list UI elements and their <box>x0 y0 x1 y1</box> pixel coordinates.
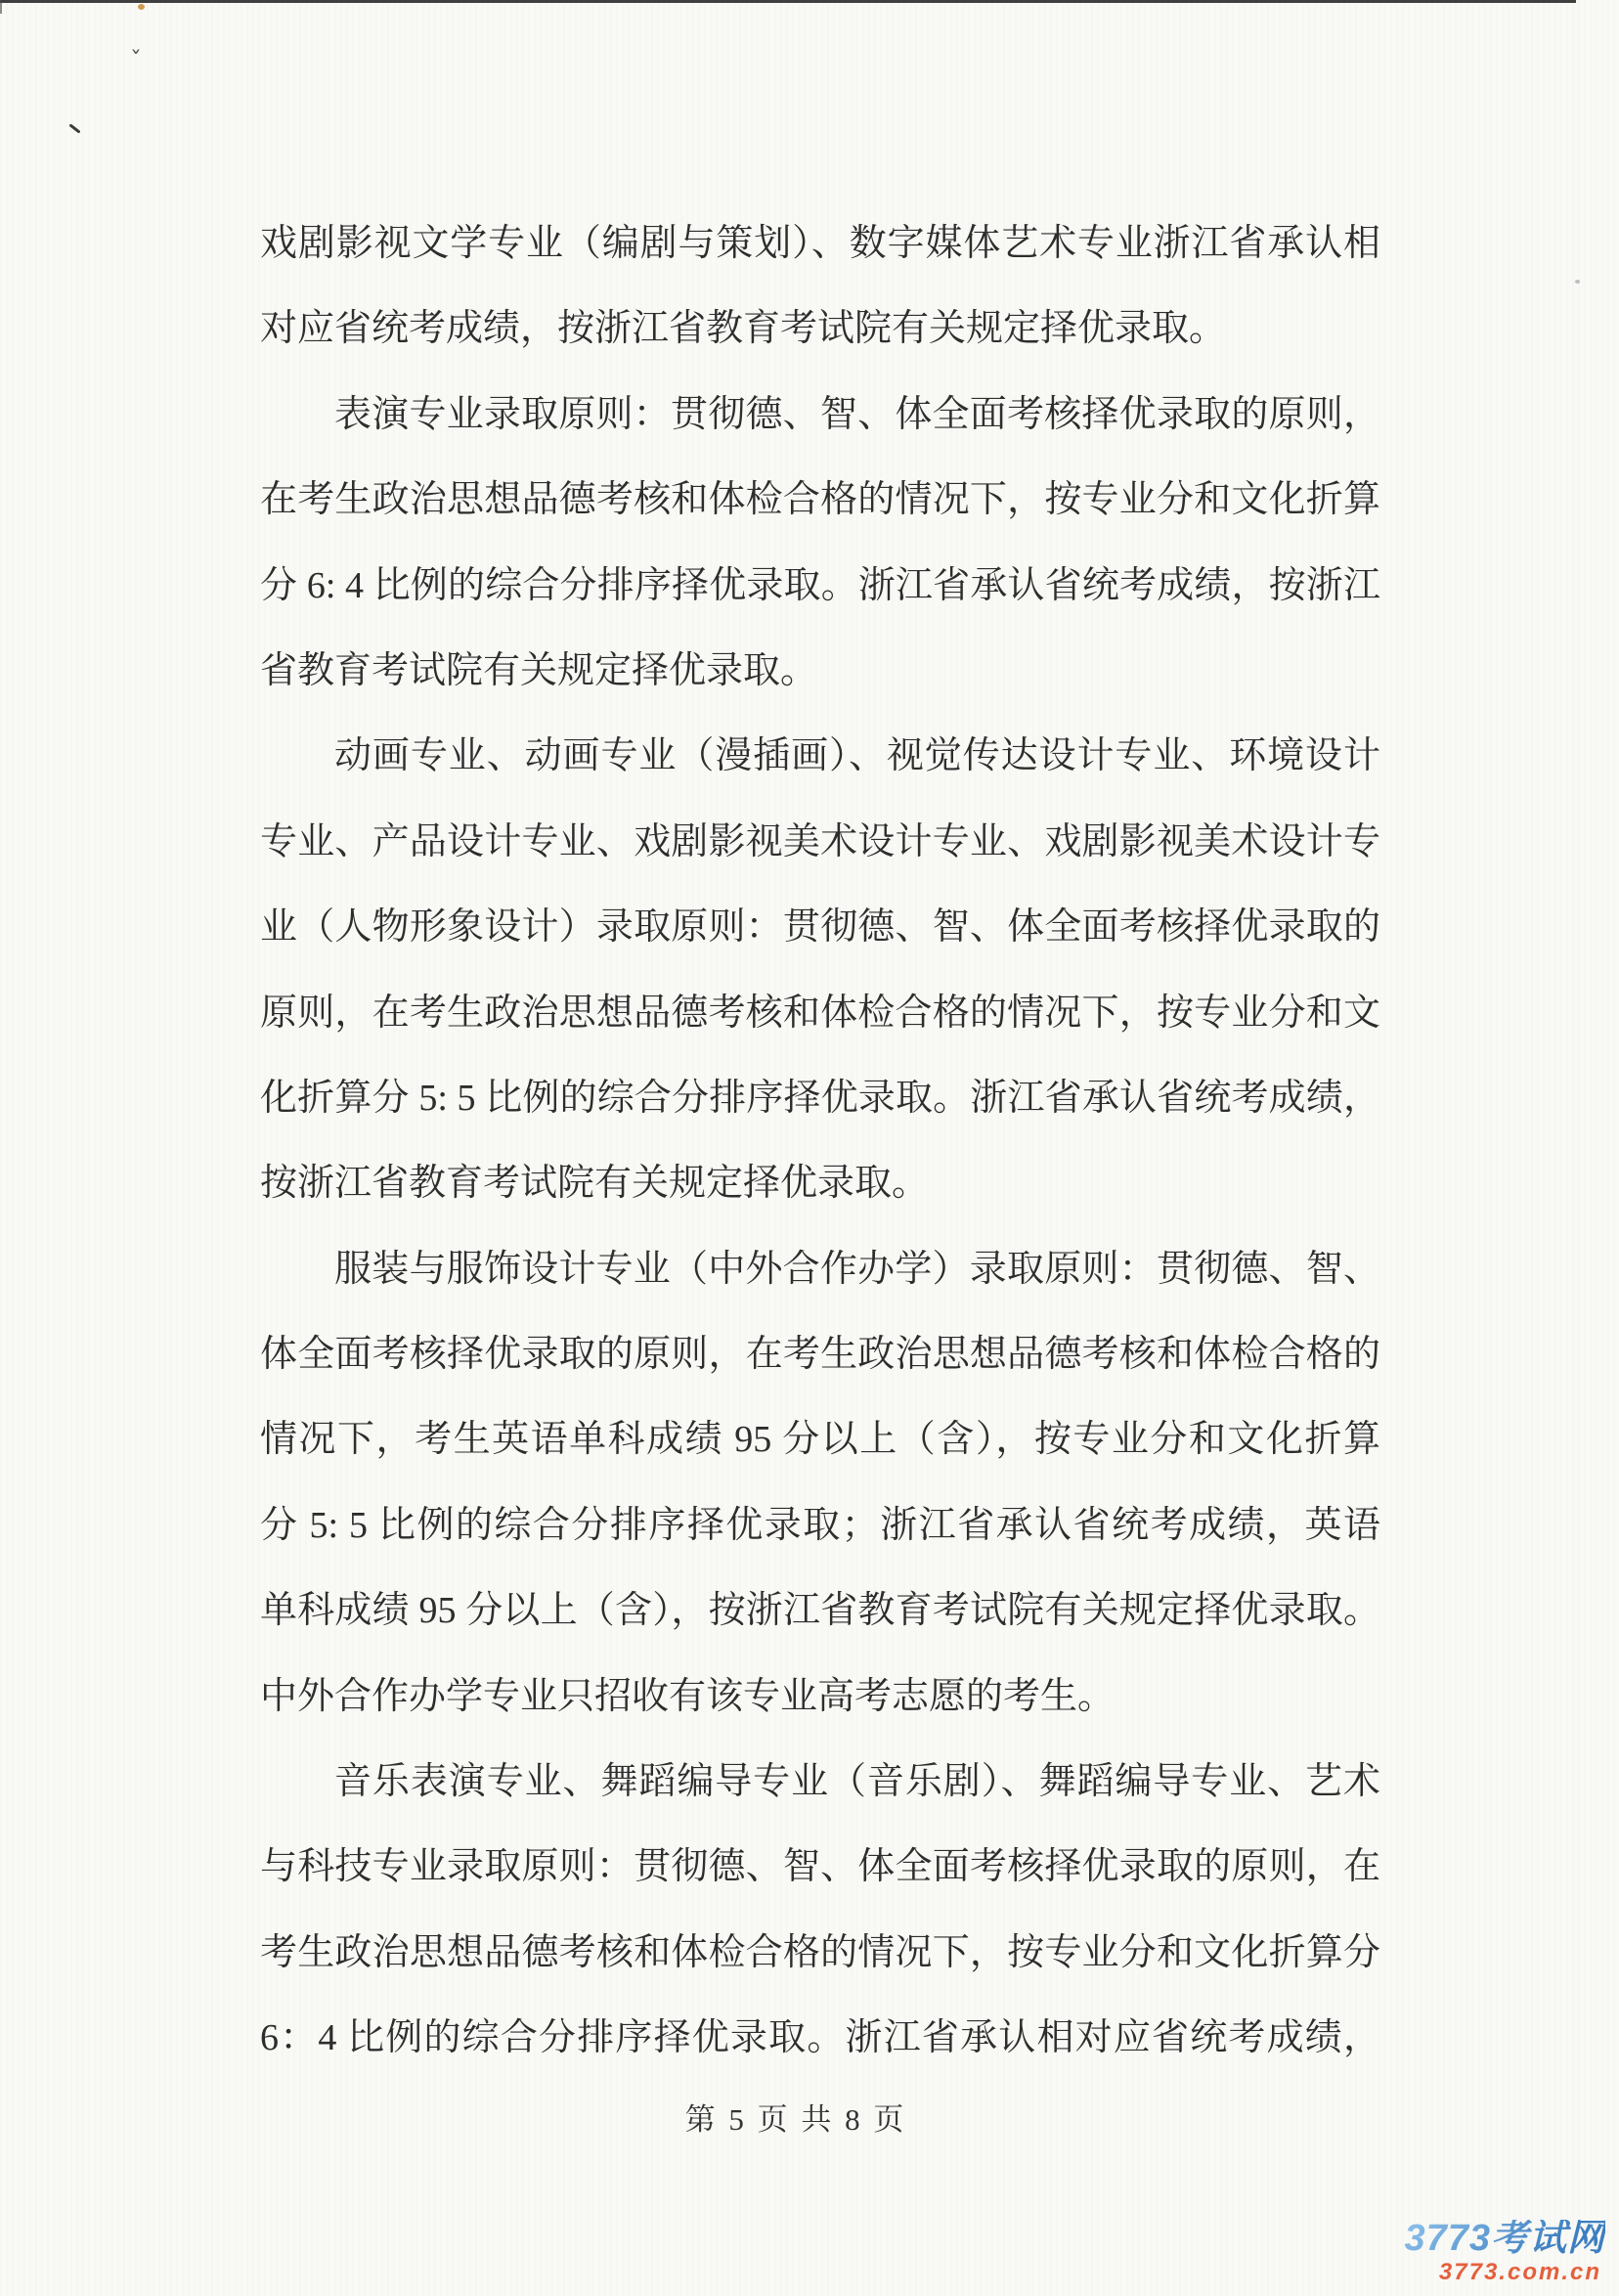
text-line: 6：4 比例的综合分排序择优录取。浙江省承认相对应省统考成绩， <box>260 2017 1380 2059</box>
text-line: 体全面考核择优录取的原则，在考生政治思想品德考核和体检合格的 <box>260 1334 1380 1376</box>
text-line: 动画专业、动画专业（漫插画）、视觉传达设计专业、环境设计 <box>334 735 1380 777</box>
scan-artifact <box>138 4 145 10</box>
text-line: 服装与服饰设计专业（中外合作办学）录取原则：贯彻德、智、 <box>334 1248 1380 1290</box>
text-line: 省教育考试院有关规定择优录取。 <box>260 649 818 691</box>
watermark-site-url: 3773.com.cn <box>1438 2258 1601 2285</box>
text-line: 分 6: 4 比例的综合分排序择优录取。浙江省承认省统考成绩，按浙江 <box>260 564 1380 606</box>
scan-edge-line <box>0 0 2 14</box>
page-footer: 第 5 页 共 8 页 <box>684 2102 907 2137</box>
text-line: 表演专业录取原则：贯彻德、智、体全面考核择优录取的原则， <box>334 393 1380 435</box>
text-line: 与科技专业录取原则：贯彻德、智、体全面考核择优录取的原则，在 <box>260 1846 1380 1888</box>
text-line: 单科成绩 95 分以上（含），按浙江省教育考试院有关规定择优录取。 <box>260 1590 1380 1632</box>
document-text <box>260 201 1380 2082</box>
text-line: 原则，在考生政治思想品德考核和体检合格的情况下，按专业分和文 <box>260 992 1380 1034</box>
scan-edge-line <box>0 0 1576 3</box>
text-line: 情况下，考生英语单科成绩 95 分以上（含），按专业分和文化折算 <box>260 1419 1380 1461</box>
text-line: 化折算分 5: 5 比例的综合分排序择优录取。浙江省承认省统考成绩， <box>260 1077 1380 1119</box>
text-line: 对应省统考成绩，按浙江省教育考试院有关规定择优录取。 <box>260 308 1227 350</box>
text-line: 按浙江省教育考试院有关规定择优录取。 <box>260 1163 930 1205</box>
watermark <box>1404 2217 1605 2285</box>
text-line: 业（人物形象设计）录取原则：贯彻德、智、体全面考核择优录取的 <box>260 906 1380 949</box>
text-line: 分 5: 5 比例的综合分排序择优录取；浙江省承认省统考成绩，英语 <box>260 1504 1380 1546</box>
scan-artifact <box>1575 280 1580 284</box>
text-line: 考生政治思想品德考核和体检合格的情况下，按专业分和文化折算分 <box>260 1931 1380 1973</box>
scan-artifact: ˇ <box>130 47 142 74</box>
text-line: 在考生政治思想品德考核和体检合格的情况下，按专业分和文化折算 <box>260 479 1380 521</box>
text-line: 中外合作办学专业只招收有该专业高考志愿的考生。 <box>260 1675 1116 1717</box>
text-line: 戏剧影视文学专业（编剧与策划）、数字媒体艺术专业浙江省承认相 <box>260 223 1380 264</box>
watermark-site-name: 3773考试网 <box>1404 2217 1605 2259</box>
scan-artifact <box>68 123 80 133</box>
text-line: 专业、产品设计专业、戏剧影视美术设计专业、戏剧影视美术设计专 <box>260 820 1380 862</box>
text-line: 音乐表演专业、舞蹈编导专业（音乐剧）、舞蹈编导专业、艺术 <box>334 1761 1380 1803</box>
